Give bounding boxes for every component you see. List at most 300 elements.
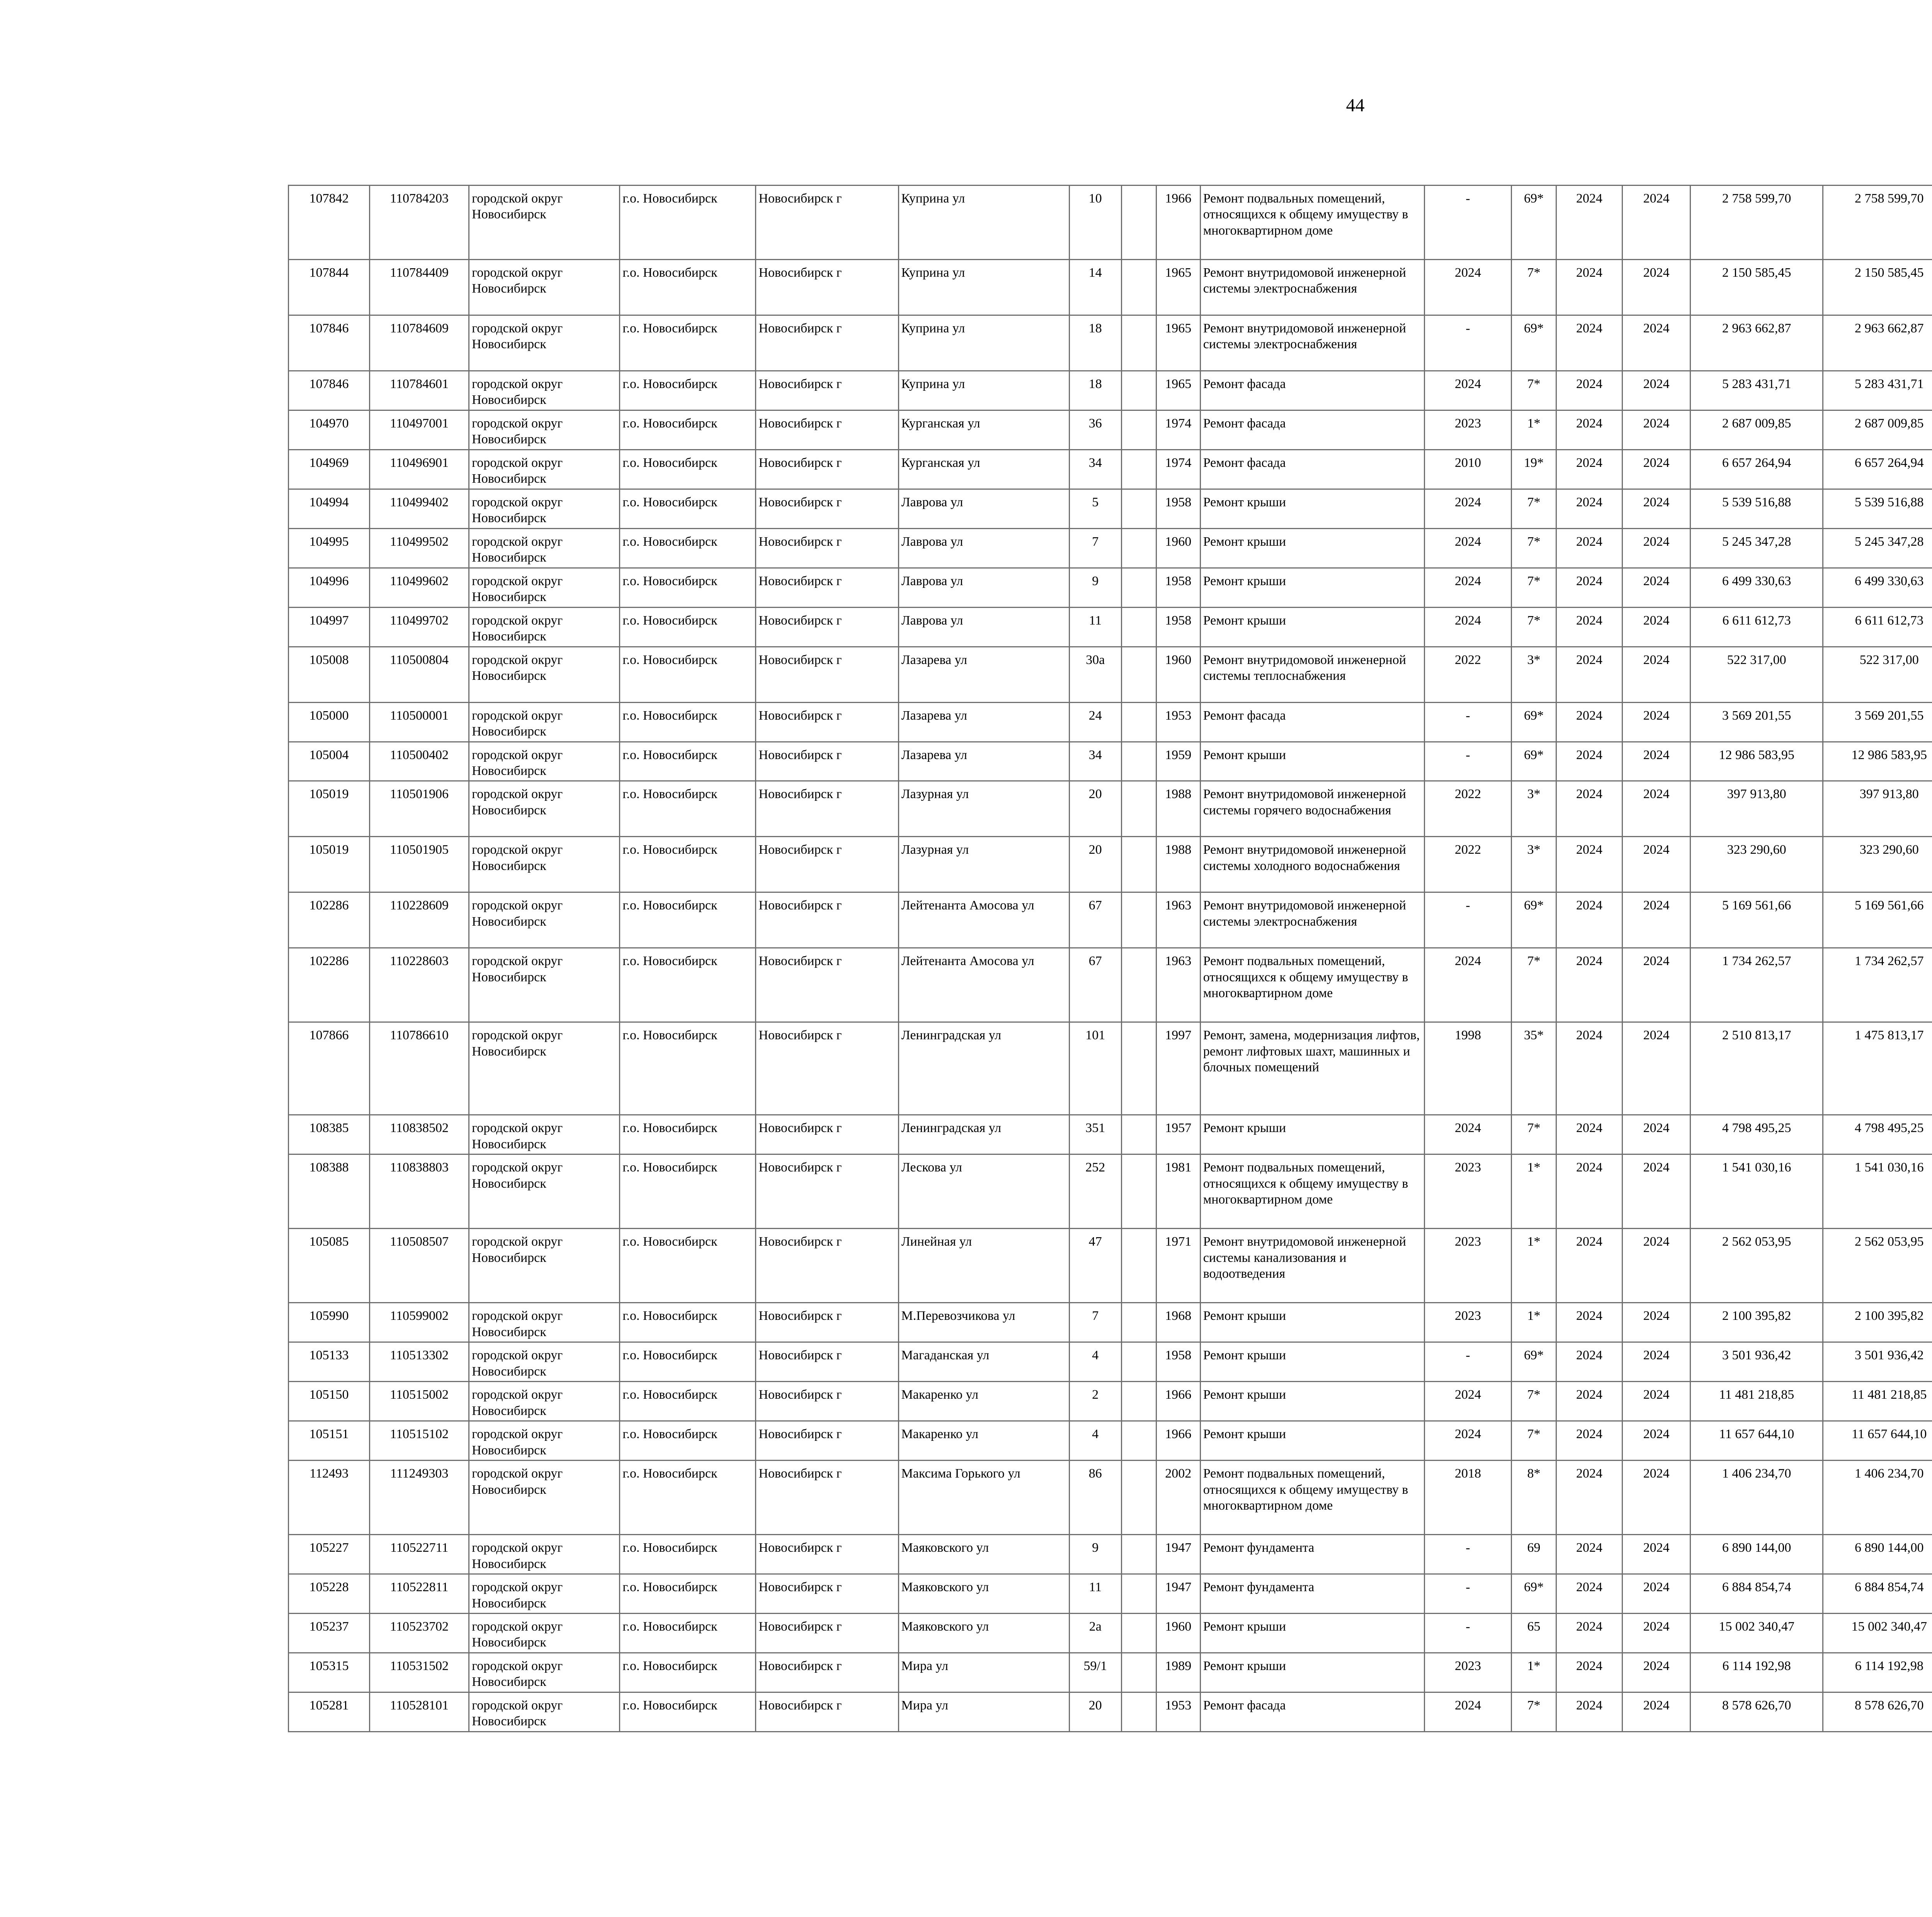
cell-municipality: городской округ Новосибирск — [469, 1574, 620, 1614]
cell-work-type: Ремонт крыши — [1200, 1614, 1424, 1653]
cell-street: Лазарева ул — [898, 742, 1069, 781]
cell-record-code: 110228609 — [370, 892, 469, 948]
cell-build-year: 1971 — [1156, 1229, 1200, 1303]
cell-municipality: городской округ Новосибирск — [469, 948, 620, 1022]
cell-regional-fund-cost: 6 890 144,00 — [1823, 1535, 1932, 1574]
cell-work-type: Ремонт фасада — [1200, 449, 1424, 489]
cell-plan-start-year: 2024 — [1556, 1535, 1622, 1574]
cell-house-number: 34 — [1069, 742, 1121, 781]
cell-district: г.о. Новосибирск — [620, 1229, 756, 1303]
cell-total-cost: 2 562 053,95 — [1690, 1229, 1823, 1303]
cell-record-code: 110499702 — [370, 607, 469, 647]
cell-plan-start-year: 2024 — [1556, 489, 1622, 528]
cell-building — [1121, 449, 1156, 489]
cell-regional-fund-cost: 6 611 612,73 — [1823, 607, 1932, 647]
cell-regional-fund-cost: 2 963 662,87 — [1823, 315, 1932, 371]
cell-house-number: 67 — [1069, 948, 1121, 1022]
cell-locality: Новосибирск г — [756, 186, 898, 260]
table-row — [289, 371, 1932, 410]
cell-house-number: 5 — [1069, 489, 1121, 528]
cell-last-repair-year: - — [1424, 742, 1511, 781]
cell-plan-start-year: 2024 — [1556, 1022, 1622, 1115]
cell-last-repair-year: 2022 — [1424, 647, 1511, 702]
cell-district: г.о. Новосибирск — [620, 260, 756, 315]
cell-municipality: городской округ Новосибирск — [469, 702, 620, 742]
cell-plan-end-year: 2024 — [1622, 568, 1690, 607]
cell-record-code: 110496901 — [370, 449, 469, 489]
cell-municipality: городской округ Новосибирск — [469, 1614, 620, 1653]
cell-regional-fund-cost: 5 283 431,71 — [1823, 371, 1932, 410]
cell-regional-fund-cost: 6 499 330,63 — [1823, 568, 1932, 607]
cell-last-repair-year: - — [1424, 186, 1511, 260]
cell-locality: Новосибирск г — [756, 1022, 898, 1115]
cell-municipality: городской округ Новосибирск — [469, 742, 620, 781]
cell-district: г.о. Новосибирск — [620, 1461, 756, 1535]
cell-object-id: 107844 — [289, 260, 370, 315]
cell-municipality: городской округ Новосибирск — [469, 568, 620, 607]
cell-municipality: городской округ Новосибирск — [469, 1461, 620, 1535]
cell-total-cost: 3 569 201,55 — [1690, 702, 1823, 742]
cell-total-cost: 6 499 330,63 — [1690, 568, 1823, 607]
table-row — [289, 1614, 1932, 1653]
cell-regional-fund-cost: 11 481 218,85 — [1823, 1382, 1932, 1421]
cell-record-code: 110838803 — [370, 1154, 469, 1229]
cell-locality: Новосибирск г — [756, 568, 898, 607]
cell-locality: Новосибирск г — [756, 1115, 898, 1154]
cell-plan-start-year: 2024 — [1556, 1154, 1622, 1229]
cell-district: г.о. Новосибирск — [620, 837, 756, 892]
cell-total-cost: 6 611 612,73 — [1690, 607, 1823, 647]
cell-build-year: 1958 — [1156, 489, 1200, 528]
cell-plan-start-year: 2024 — [1556, 1574, 1622, 1614]
cell-house-number: 101 — [1069, 1022, 1121, 1115]
cell-object-id: 104996 — [289, 568, 370, 607]
cell-district: г.о. Новосибирск — [620, 1342, 756, 1382]
cell-locality: Новосибирск г — [756, 1154, 898, 1229]
cell-locality: Новосибирск г — [756, 948, 898, 1022]
cell-last-repair-year: - — [1424, 1342, 1511, 1382]
cell-record-code: 110515002 — [370, 1382, 469, 1421]
cell-basis: 69* — [1511, 702, 1556, 742]
cell-last-repair-year: 2023 — [1424, 410, 1511, 449]
cell-record-code: 110522711 — [370, 1535, 469, 1574]
cell-object-id: 107842 — [289, 186, 370, 260]
cell-build-year: 1988 — [1156, 837, 1200, 892]
table-row — [289, 568, 1932, 607]
cell-plan-end-year: 2024 — [1622, 186, 1690, 260]
cell-object-id: 105228 — [289, 1574, 370, 1614]
cell-building — [1121, 186, 1156, 260]
cell-last-repair-year: 2024 — [1424, 528, 1511, 568]
cell-record-code: 110500402 — [370, 742, 469, 781]
cell-municipality: городской округ Новосибирск — [469, 781, 620, 837]
cell-municipality: городской округ Новосибирск — [469, 1229, 620, 1303]
cell-plan-start-year: 2024 — [1556, 1229, 1622, 1303]
cell-regional-fund-cost: 1 541 030,16 — [1823, 1154, 1932, 1229]
cell-basis: 19* — [1511, 449, 1556, 489]
cell-municipality: городской округ Новосибирск — [469, 315, 620, 371]
cell-house-number: 11 — [1069, 607, 1121, 647]
cell-street: Линейная ул — [898, 1229, 1069, 1303]
cell-locality: Новосибирск г — [756, 1421, 898, 1461]
cell-build-year: 1947 — [1156, 1574, 1200, 1614]
cell-build-year: 1953 — [1156, 702, 1200, 742]
cell-regional-fund-cost: 6 114 192,98 — [1823, 1653, 1932, 1692]
cell-record-code: 110528101 — [370, 1692, 469, 1731]
cell-last-repair-year: 2023 — [1424, 1653, 1511, 1692]
cell-build-year: 1965 — [1156, 260, 1200, 315]
cell-object-id: 105004 — [289, 742, 370, 781]
cell-record-code: 110499402 — [370, 489, 469, 528]
cell-total-cost: 1 541 030,16 — [1690, 1154, 1823, 1229]
cell-basis: 69* — [1511, 1342, 1556, 1382]
cell-total-cost: 5 169 561,66 — [1690, 892, 1823, 948]
cell-object-id: 105019 — [289, 837, 370, 892]
cell-record-code: 110508507 — [370, 1229, 469, 1303]
cell-building — [1121, 742, 1156, 781]
cell-total-cost: 2 963 662,87 — [1690, 315, 1823, 371]
cell-last-repair-year: 2024 — [1424, 607, 1511, 647]
cell-basis: 69 — [1511, 1535, 1556, 1574]
cell-total-cost: 2 510 813,17 — [1690, 1022, 1823, 1115]
cell-district: г.о. Новосибирск — [620, 186, 756, 260]
cell-plan-end-year: 2024 — [1622, 1692, 1690, 1731]
cell-regional-fund-cost: 3 569 201,55 — [1823, 702, 1932, 742]
table-row — [289, 647, 1932, 702]
cell-object-id: 104994 — [289, 489, 370, 528]
cell-plan-start-year: 2024 — [1556, 528, 1622, 568]
cell-work-type: Ремонт крыши — [1200, 1421, 1424, 1461]
cell-plan-end-year: 2024 — [1622, 260, 1690, 315]
cell-street: Ленинградская ул — [898, 1022, 1069, 1115]
cell-locality: Новосибирск г — [756, 781, 898, 837]
cell-object-id: 107866 — [289, 1022, 370, 1115]
cell-regional-fund-cost: 1 734 262,57 — [1823, 948, 1932, 1022]
cell-municipality: городской округ Новосибирск — [469, 1692, 620, 1731]
cell-regional-fund-cost: 5 539 516,88 — [1823, 489, 1932, 528]
cell-building — [1121, 410, 1156, 449]
cell-build-year: 1947 — [1156, 1535, 1200, 1574]
cell-object-id: 105150 — [289, 1382, 370, 1421]
cell-street: Макаренко ул — [898, 1382, 1069, 1421]
cell-locality: Новосибирск г — [756, 449, 898, 489]
cell-basis: 7* — [1511, 1382, 1556, 1421]
cell-work-type: Ремонт внутридомовой инженерной системы холодного водоснабжения — [1200, 837, 1424, 892]
cell-plan-start-year: 2024 — [1556, 371, 1622, 410]
cell-record-code: 110784203 — [370, 186, 469, 260]
cell-total-cost: 5 283 431,71 — [1690, 371, 1823, 410]
cell-locality: Новосибирск г — [756, 647, 898, 702]
table-row — [289, 1022, 1932, 1115]
cell-regional-fund-cost: 323 290,60 — [1823, 837, 1932, 892]
cell-street: Куприна ул — [898, 371, 1069, 410]
cell-total-cost: 12 986 583,95 — [1690, 742, 1823, 781]
cell-district: г.о. Новосибирск — [620, 489, 756, 528]
cell-object-id: 102286 — [289, 948, 370, 1022]
cell-total-cost: 522 317,00 — [1690, 647, 1823, 702]
table-row — [289, 186, 1932, 260]
cell-build-year: 1997 — [1156, 1022, 1200, 1115]
cell-plan-start-year: 2024 — [1556, 1653, 1622, 1692]
cell-street: Магаданская ул — [898, 1342, 1069, 1382]
cell-regional-fund-cost: 2 758 599,70 — [1823, 186, 1932, 260]
cell-basis: 7* — [1511, 1692, 1556, 1731]
cell-locality: Новосибирск г — [756, 489, 898, 528]
cell-plan-start-year: 2024 — [1556, 1461, 1622, 1535]
cell-street: Мира ул — [898, 1653, 1069, 1692]
table-row — [289, 607, 1932, 647]
cell-total-cost: 6 890 144,00 — [1690, 1535, 1823, 1574]
cell-plan-start-year: 2024 — [1556, 1614, 1622, 1653]
cell-work-type: Ремонт подвальных помещений, относящихся к общему имуществу в многоквартирном доме — [1200, 1154, 1424, 1229]
cell-plan-start-year: 2024 — [1556, 1692, 1622, 1731]
cell-plan-end-year: 2024 — [1622, 1154, 1690, 1229]
cell-plan-end-year: 2024 — [1622, 1614, 1690, 1653]
cell-street: Мира ул — [898, 1692, 1069, 1731]
cell-build-year: 1960 — [1156, 528, 1200, 568]
cell-object-id: 105227 — [289, 1535, 370, 1574]
cell-build-year: 1974 — [1156, 449, 1200, 489]
cell-plan-start-year: 2024 — [1556, 781, 1622, 837]
cell-locality: Новосибирск г — [756, 1229, 898, 1303]
cell-street: Лаврова ул — [898, 489, 1069, 528]
cell-basis: 7* — [1511, 607, 1556, 647]
cell-basis: 1* — [1511, 1154, 1556, 1229]
table-row — [289, 1535, 1932, 1574]
cell-basis: 7* — [1511, 260, 1556, 315]
cell-total-cost: 6 657 264,94 — [1690, 449, 1823, 489]
table-row — [289, 410, 1932, 449]
table-row — [289, 1115, 1932, 1154]
cell-total-cost: 2 100 395,82 — [1690, 1303, 1823, 1342]
cell-build-year: 1959 — [1156, 742, 1200, 781]
cell-build-year: 1966 — [1156, 186, 1200, 260]
cell-plan-end-year: 2024 — [1622, 1653, 1690, 1692]
cell-total-cost: 5 539 516,88 — [1690, 489, 1823, 528]
cell-building — [1121, 1382, 1156, 1421]
cell-regional-fund-cost: 5 169 561,66 — [1823, 892, 1932, 948]
cell-street: Лаврова ул — [898, 568, 1069, 607]
cell-total-cost: 323 290,60 — [1690, 837, 1823, 892]
cell-locality: Новосибирск г — [756, 607, 898, 647]
cell-municipality: городской округ Новосибирск — [469, 607, 620, 647]
cell-plan-end-year: 2024 — [1622, 489, 1690, 528]
cell-record-code: 110497001 — [370, 410, 469, 449]
cell-municipality: городской округ Новосибирск — [469, 647, 620, 702]
cell-build-year: 1963 — [1156, 892, 1200, 948]
cell-work-type: Ремонт подвальных помещений, относящихся к общему имуществу в многоквартирном доме — [1200, 1461, 1424, 1535]
cell-object-id: 105000 — [289, 702, 370, 742]
cell-locality: Новосибирск г — [756, 892, 898, 948]
cell-municipality: городской округ Новосибирск — [469, 1022, 620, 1115]
cell-locality: Новосибирск г — [756, 1342, 898, 1382]
cell-district: г.о. Новосибирск — [620, 449, 756, 489]
cell-build-year: 1988 — [1156, 781, 1200, 837]
cell-building — [1121, 1342, 1156, 1382]
cell-last-repair-year: 2024 — [1424, 948, 1511, 1022]
cell-district: г.о. Новосибирск — [620, 892, 756, 948]
page-number: 44 — [1346, 95, 1365, 116]
cell-plan-start-year: 2024 — [1556, 1303, 1622, 1342]
cell-object-id: 104970 — [289, 410, 370, 449]
cell-house-number: 36 — [1069, 410, 1121, 449]
cell-total-cost: 397 913,80 — [1690, 781, 1823, 837]
cell-building — [1121, 1229, 1156, 1303]
cell-last-repair-year: 2022 — [1424, 781, 1511, 837]
cell-total-cost: 8 578 626,70 — [1690, 1692, 1823, 1731]
cell-locality: Новосибирск г — [756, 371, 898, 410]
cell-basis: 69* — [1511, 1574, 1556, 1614]
cell-building — [1121, 837, 1156, 892]
cell-district: г.о. Новосибирск — [620, 1303, 756, 1342]
cell-basis: 7* — [1511, 1115, 1556, 1154]
cell-object-id: 105085 — [289, 1229, 370, 1303]
cell-plan-start-year: 2024 — [1556, 948, 1622, 1022]
cell-build-year: 1974 — [1156, 410, 1200, 449]
cell-total-cost: 4 798 495,25 — [1690, 1115, 1823, 1154]
cell-district: г.о. Новосибирск — [620, 410, 756, 449]
cell-locality: Новосибирск г — [756, 837, 898, 892]
cell-build-year: 1958 — [1156, 568, 1200, 607]
table-row — [289, 449, 1932, 489]
table-row — [289, 1229, 1932, 1303]
cell-regional-fund-cost: 6 657 264,94 — [1823, 449, 1932, 489]
cell-house-number: 24 — [1069, 702, 1121, 742]
cell-last-repair-year: - — [1424, 1614, 1511, 1653]
cell-regional-fund-cost: 12 986 583,95 — [1823, 742, 1932, 781]
cell-street: Ленинградская ул — [898, 1115, 1069, 1154]
cell-regional-fund-cost: 3 501 936,42 — [1823, 1342, 1932, 1382]
cell-last-repair-year: 2022 — [1424, 837, 1511, 892]
table-row — [289, 742, 1932, 781]
cell-last-repair-year: 2024 — [1424, 1421, 1511, 1461]
cell-house-number: 20 — [1069, 837, 1121, 892]
cell-house-number: 4 — [1069, 1421, 1121, 1461]
cell-basis: 7* — [1511, 1421, 1556, 1461]
cell-house-number: 252 — [1069, 1154, 1121, 1229]
cell-locality: Новосибирск г — [756, 1382, 898, 1421]
cell-street: Куприна ул — [898, 315, 1069, 371]
cell-municipality: городской округ Новосибирск — [469, 1653, 620, 1692]
cell-municipality: городской округ Новосибирск — [469, 1342, 620, 1382]
cell-total-cost: 11 481 218,85 — [1690, 1382, 1823, 1421]
cell-house-number: 18 — [1069, 315, 1121, 371]
repair-register-table — [288, 185, 1932, 1732]
cell-plan-end-year: 2024 — [1622, 892, 1690, 948]
cell-house-number: 47 — [1069, 1229, 1121, 1303]
cell-house-number: 86 — [1069, 1461, 1121, 1535]
cell-record-code: 110501906 — [370, 781, 469, 837]
cell-house-number: 14 — [1069, 260, 1121, 315]
cell-work-type: Ремонт фундамента — [1200, 1535, 1424, 1574]
cell-record-code: 110599002 — [370, 1303, 469, 1342]
cell-record-code: 110499602 — [370, 568, 469, 607]
cell-plan-start-year: 2024 — [1556, 647, 1622, 702]
table-row — [289, 1342, 1932, 1382]
cell-house-number: 11 — [1069, 1574, 1121, 1614]
cell-basis: 7* — [1511, 371, 1556, 410]
cell-work-type: Ремонт внутридомовой инженерной системы теплоснабжения — [1200, 647, 1424, 702]
cell-basis: 1* — [1511, 410, 1556, 449]
cell-last-repair-year: 2023 — [1424, 1229, 1511, 1303]
cell-house-number: 2а — [1069, 1614, 1121, 1653]
cell-build-year: 1960 — [1156, 647, 1200, 702]
table-row — [289, 1421, 1932, 1461]
cell-plan-end-year: 2024 — [1622, 1229, 1690, 1303]
cell-street: Лескова ул — [898, 1154, 1069, 1229]
cell-house-number: 4 — [1069, 1342, 1121, 1382]
cell-basis: 69* — [1511, 742, 1556, 781]
cell-plan-end-year: 2024 — [1622, 837, 1690, 892]
cell-last-repair-year: 2024 — [1424, 1692, 1511, 1731]
cell-plan-start-year: 2024 — [1556, 607, 1622, 647]
cell-house-number: 18 — [1069, 371, 1121, 410]
cell-basis: 1* — [1511, 1303, 1556, 1342]
cell-object-id: 102286 — [289, 892, 370, 948]
cell-basis: 7* — [1511, 489, 1556, 528]
cell-basis: 35* — [1511, 1022, 1556, 1115]
cell-plan-start-year: 2024 — [1556, 1342, 1622, 1382]
cell-plan-end-year: 2024 — [1622, 1342, 1690, 1382]
cell-plan-end-year: 2024 — [1622, 948, 1690, 1022]
cell-work-type: Ремонт фасада — [1200, 702, 1424, 742]
cell-last-repair-year: - — [1424, 1574, 1511, 1614]
cell-locality: Новосибирск г — [756, 1461, 898, 1535]
cell-municipality: городской округ Новосибирск — [469, 410, 620, 449]
cell-street: Макаренко ул — [898, 1421, 1069, 1461]
cell-record-code: 110515102 — [370, 1421, 469, 1461]
table-row — [289, 702, 1932, 742]
cell-plan-start-year: 2024 — [1556, 260, 1622, 315]
cell-municipality: городской округ Новосибирск — [469, 1535, 620, 1574]
cell-build-year: 1966 — [1156, 1382, 1200, 1421]
cell-object-id: 112493 — [289, 1461, 370, 1535]
cell-municipality: городской округ Новосибирск — [469, 260, 620, 315]
cell-building — [1121, 781, 1156, 837]
cell-municipality: городской округ Новосибирск — [469, 1154, 620, 1229]
cell-basis: 3* — [1511, 781, 1556, 837]
cell-building — [1121, 315, 1156, 371]
cell-plan-start-year: 2024 — [1556, 186, 1622, 260]
cell-work-type: Ремонт крыши — [1200, 1342, 1424, 1382]
cell-basis: 7* — [1511, 568, 1556, 607]
cell-regional-fund-cost: 1 406 234,70 — [1823, 1461, 1932, 1535]
cell-locality: Новосибирск г — [756, 410, 898, 449]
cell-work-type: Ремонт крыши — [1200, 1653, 1424, 1692]
cell-plan-end-year: 2024 — [1622, 607, 1690, 647]
cell-basis: 3* — [1511, 647, 1556, 702]
cell-plan-end-year: 2024 — [1622, 371, 1690, 410]
cell-municipality: городской округ Новосибирск — [469, 837, 620, 892]
cell-plan-start-year: 2024 — [1556, 837, 1622, 892]
cell-work-type: Ремонт подвальных помещений, относящихся к общему имуществу в многоквартирном доме — [1200, 948, 1424, 1022]
cell-plan-end-year: 2024 — [1622, 647, 1690, 702]
cell-build-year: 1953 — [1156, 1692, 1200, 1731]
cell-plan-start-year: 2024 — [1556, 892, 1622, 948]
cell-last-repair-year: 2018 — [1424, 1461, 1511, 1535]
cell-object-id: 104969 — [289, 449, 370, 489]
cell-object-id: 108388 — [289, 1154, 370, 1229]
cell-building — [1121, 489, 1156, 528]
cell-municipality: городской округ Новосибирск — [469, 892, 620, 948]
cell-build-year: 1960 — [1156, 1614, 1200, 1653]
cell-build-year: 2002 — [1156, 1461, 1200, 1535]
cell-building — [1121, 1614, 1156, 1653]
cell-object-id: 105315 — [289, 1653, 370, 1692]
cell-record-code: 110500001 — [370, 702, 469, 742]
cell-locality: Новосибирск г — [756, 742, 898, 781]
cell-object-id: 105281 — [289, 1692, 370, 1731]
